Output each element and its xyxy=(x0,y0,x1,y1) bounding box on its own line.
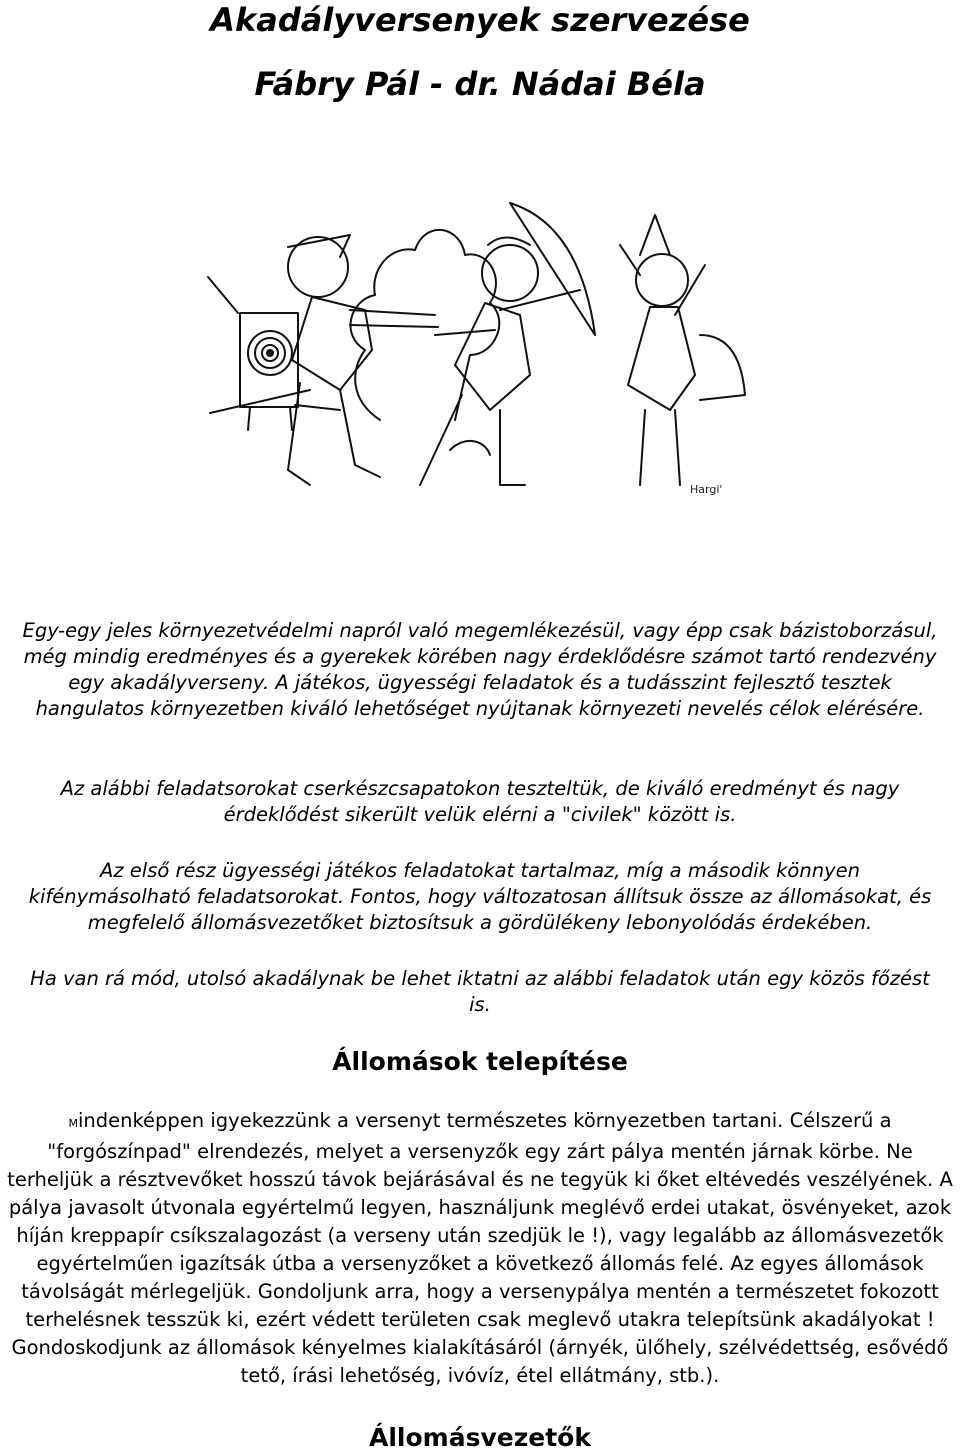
left-boy-drawing xyxy=(288,235,438,485)
intro-paragraph-4: Ha van rá mód, utolsó akadálynak be lehet iktatni az alábbi feladatok után egy közös főzést is. xyxy=(30,967,930,1016)
stations-paragraph xyxy=(2,1107,958,1390)
document-authors: Fábry Pál - dr. Nádai Béla xyxy=(254,65,706,103)
document-title: Akadályversenyek szervezése xyxy=(210,1,750,39)
archery-illustration xyxy=(200,185,755,515)
section-heading-leaders: Állomásvezetők xyxy=(369,1423,591,1452)
intro-paragraph-3: Az első rész ügyességi játékos feladatokat tartalmaz, míg a második könnyen kifénymásolható feladatsorokat. Fontos, hogy változatosan állítsuk össze az állomásokat, és megfelelő állomásvezetőket biztosítsuk a gördülékeny lebonyolódás érdekében. xyxy=(28,859,932,934)
illustration-signature: Hargi' xyxy=(690,483,723,496)
target-board-drawing xyxy=(208,277,298,430)
intro-paragraph-2: Az alábbi feladatsorokat cserkészcsapatokon teszteltük, de kiváló eredményt és nagy érdeklődést sikerült velük elérni a "civilek" között is. xyxy=(60,777,900,826)
intro-paragraph-1: Egy-egy jeles környezetvédelmi napról való megemlékezésül, vagy épp csak bázistoborzásul, még mindig eredményes és a gyerekek körében nagy érdeklődésre számot tartó rendezvény egy akadályverseny. A játékos, ügyességi feladatok és a tudásszint fejlesztő tesztek hangulatos környezetben kiváló lehetőséget nyújtanak környezeti nevelés célok elérésére. xyxy=(22,619,938,720)
first-letter: M xyxy=(68,1117,78,1130)
girl-drawing xyxy=(620,215,745,485)
stations-paragraph-body: indenképpen igyekezzünk a versenyt természetes környezetben tartani. Célszerű a "forgószínpad" elrendezés, melyet a versenyzők egy zárt pálya mentén járnak körbe. Ne terheljük a résztvevőket hosszú távok bejárásával és ne tegyük ki őket eltévedés veszélyének. A pálya javasolt útvonala egyértelmű legyen, használjunk meglévő erdei utakat, ösvényeket, azok híján kreppapír csíkszalagozást (a verseny után szedjük le !), vagy legalább az állomásvezetők egyértelműen igazítsák útba a versenyzőket a következő állomás felé. Az egyes állomások távolságát mérlegeljük. Gondoljunk arra, hogy a versenypálya mentén a természetet fokozott terhelésnek tesszük ki, ezért védett területen csak meglevő utakra telepítsünk akadályokat ! Gondoskodjunk az állomások kényelmes kialakításáról (árnyék, ülőhely, szélvédettség, esővédő tető, írási lehetőség, ivóvíz, étel ellátmány, stb.). xyxy=(7,1109,953,1387)
bow-drawing xyxy=(510,203,595,335)
section-heading-stations: Állomások telepítése xyxy=(332,1047,628,1076)
